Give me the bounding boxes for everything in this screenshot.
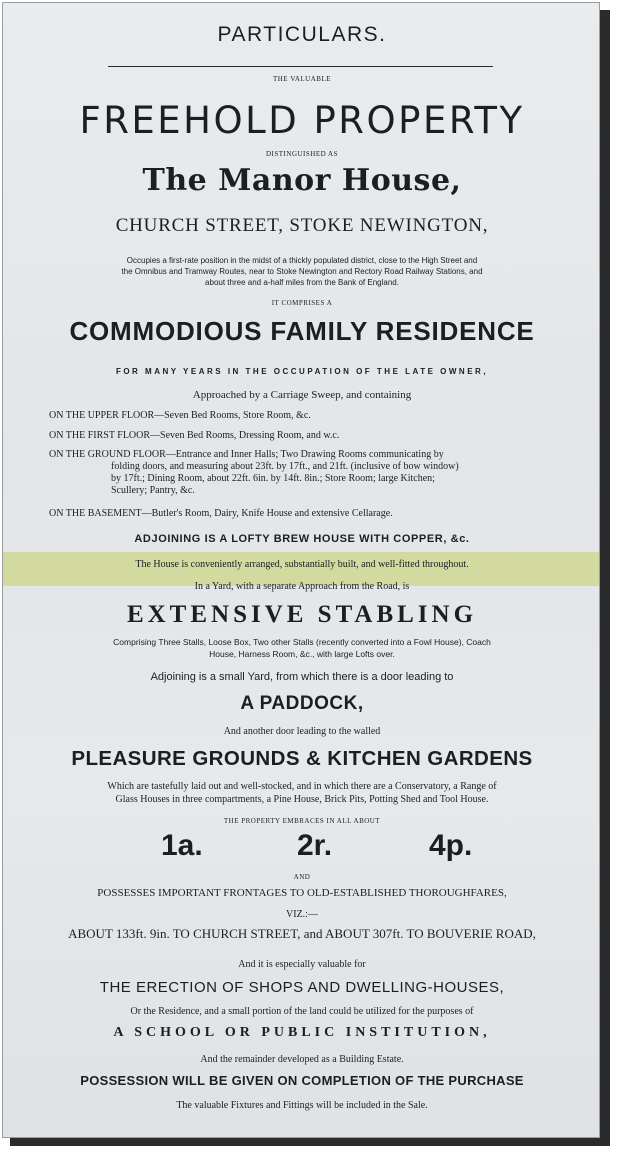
remainder-line: And the remainder developed as a Building Estate. <box>200 1054 404 1065</box>
upper-floor <box>49 410 579 422</box>
viz-line: VIZ.:— <box>286 909 318 920</box>
approached-line: Approached by a Carriage Sweep, and containing <box>192 389 412 401</box>
heading-rule <box>108 66 493 67</box>
address: CHURCH STREET, STOKE NEWINGTON, <box>115 215 489 236</box>
brew-house-line: ADJOINING IS A LOFTY BREW HOUSE WITH COPPER, &c. <box>134 533 470 545</box>
upper-floor-text: ON THE UPPER FLOOR—Seven Bed Rooms, Store Room, &c. <box>49 410 311 421</box>
residence-heading: COMMODIOUS FAMILY RESIDENCE <box>69 316 535 346</box>
house-built-line: The House is conveniently arranged, substantially built, and well-fitted throughout. <box>135 559 469 570</box>
intro-text: THE VALUABLE <box>272 75 332 83</box>
gardens-detail-2: Glass Houses in three compartments, a Pine House, Brick Pits, Potting Shed and Tool House. <box>115 794 489 805</box>
ground-floor-line-2: folding doors, and measuring about 23ft. by 17ft., and 21ft. (inclusive of bow window) <box>111 461 459 472</box>
and-word: AND <box>293 873 311 881</box>
ground-floor-line-4: Scullery; Pantry, &c. <box>111 485 195 496</box>
school-heading: A SCHOOL OR PUBLIC INSTITUTION, <box>113 1025 491 1040</box>
location-line-1: Occupies a first-rate position in the midst of a thickly populated district, close to the High Street and <box>126 256 478 265</box>
stabling-detail-1: Comprising Three Stalls, Loose Box, Two other Stalls (recently converted into a Fowl House), Coach <box>113 637 491 647</box>
erection-heading: THE ERECTION OF SHOPS AND DWELLING-HOUSES, <box>99 979 505 996</box>
basement-text: ON THE BASEMENT—Butler's Room, Dairy, Knife House and extensive Cellarage. <box>49 508 393 519</box>
possession-heading: POSSESSION WILL BE GIVEN ON COMPLETION OF THE PURCHASE <box>80 1073 524 1088</box>
particulars-heading: PARTICULARS. <box>217 23 387 46</box>
freehold-title: FREEHOLD PROPERTY <box>79 99 525 142</box>
first-floor-text: ON THE FIRST FLOOR—Seven Bed Rooms, Dressing Room, and w.c. <box>49 430 340 441</box>
paddock-heading: A PADDOCK, <box>240 693 364 714</box>
residence-portion-line: Or the Residence, and a small portion of the land could be utilized for the purposes of <box>130 1006 474 1017</box>
ground-floor-line-3: by 17ft.; Dining Room, about 22ft. 6in. by 14ft. 8in.; Store Room; large Kitchen; <box>111 473 435 484</box>
area-acres: 1a. <box>161 829 203 862</box>
document-page <box>2 2 600 1138</box>
occupation-line: FOR MANY YEARS IN THE OCCUPATION OF THE LATE OWNER, <box>115 367 489 376</box>
gardens-detail-1: Which are tastefully laid out and well-stocked, and in which there are a Conservatory, a Range of <box>107 781 497 792</box>
valuable-for-line: And it is especially valuable for <box>238 959 366 970</box>
basement <box>49 508 579 520</box>
first-floor <box>49 430 579 442</box>
it-comprises: IT COMPRISES A <box>271 299 333 307</box>
fixtures-line: The valuable Fixtures and Fittings will be included in the Sale. <box>176 1100 428 1111</box>
location-line-2: the Omnibus and Tramway Routes, near to Stoke Newington and Rectory Road Railway Stations, and <box>121 267 483 276</box>
ground-floor-line-1: ON THE GROUND FLOOR—Entrance and Inner Halls; Two Drawing Rooms communicating by <box>49 449 444 460</box>
area-roods: 2r. <box>297 829 333 862</box>
stabling-detail-2: House, Harness Room, &c., with large Lofts over. <box>209 649 395 659</box>
small-yard-line: Adjoining is a small Yard, from which there is a door leading to <box>150 671 454 683</box>
ground-floor <box>49 449 579 497</box>
house-name: The Manor House, <box>142 163 462 198</box>
frontages-line: POSSESSES IMPORTANT FRONTAGES TO OLD-ESTABLISHED THOROUGHFARES, <box>97 887 507 899</box>
distinguished-as: DISTINGUISHED AS <box>266 150 338 158</box>
embraces-line: THE PROPERTY EMBRACES IN ALL ABOUT <box>223 817 381 825</box>
walled-line: And another door leading to the walled <box>223 726 381 737</box>
yard-line: In a Yard, with a separate Approach from the Road, is <box>194 581 410 592</box>
stabling-heading: EXTENSIVE STABLING <box>126 601 478 628</box>
location-line-3: about three and a-half miles from the Bank of England. <box>205 278 399 287</box>
gardens-heading: PLEASURE GROUNDS & KITCHEN GARDENS <box>71 747 533 770</box>
measurements-line: ABOUT 133ft. 9in. TO CHURCH STREET, and ABOUT 307ft. TO BOUVERIE ROAD, <box>68 926 536 941</box>
area-poles: 4p. <box>429 829 473 862</box>
